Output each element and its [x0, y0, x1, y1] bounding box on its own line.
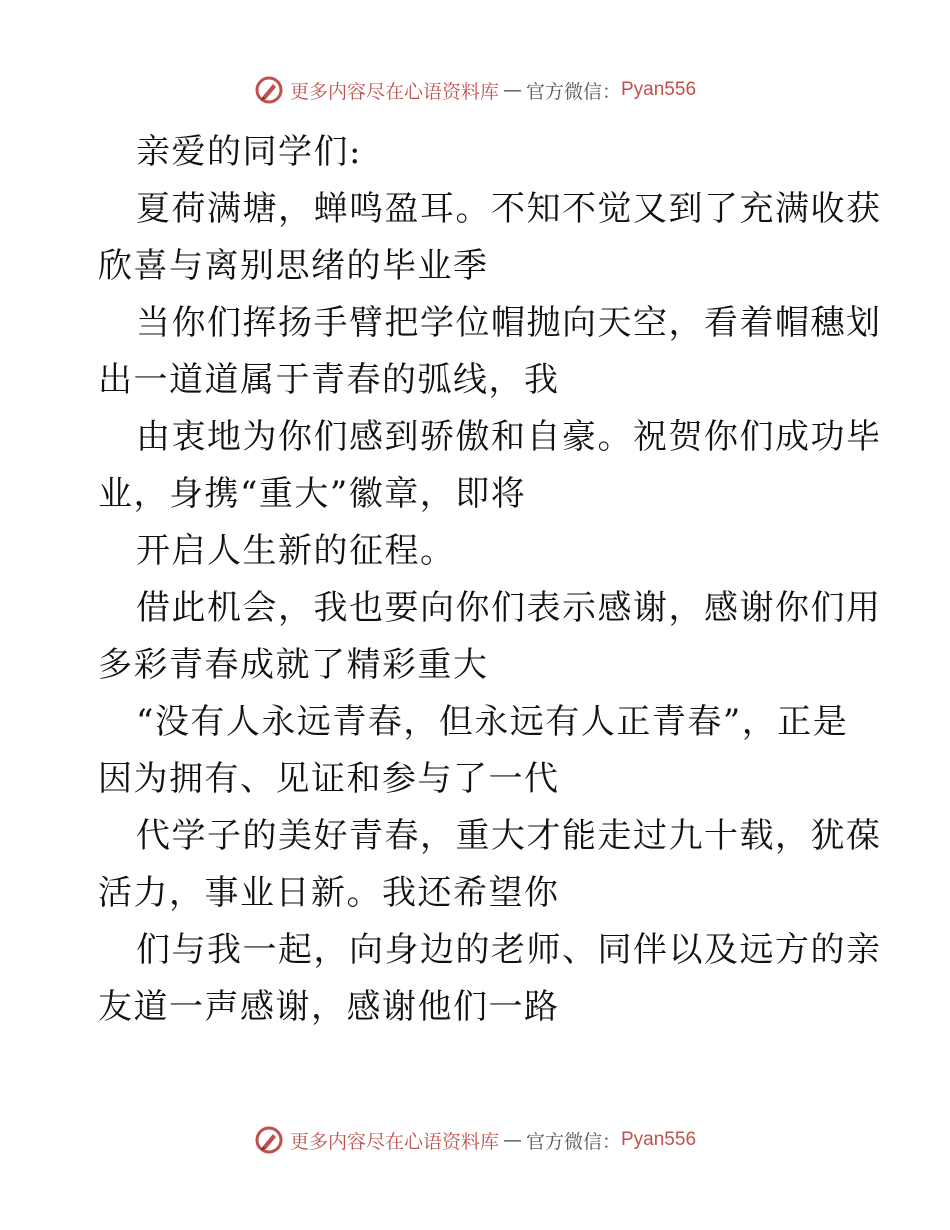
header-brand-text: 更多内容尽在心语资料库 — [289, 80, 499, 103]
doc-line: 由衷地为你们感到骄傲和自豪。祝贺你们成功毕 — [136, 417, 882, 457]
header-separator: — — [502, 79, 522, 101]
doc-line: 当你们挥扬手臂把学位帽抛向天空，看着帽穗划 — [136, 303, 882, 343]
doc-line: “没有人永远青春，但永远有人正青春”，正是 — [136, 702, 849, 742]
doc-line: 欣喜与离别思绪的毕业季 — [98, 246, 489, 286]
header-wechat-label: 官方微信： — [525, 80, 621, 103]
header-wechat-id: Pyan556 — [621, 79, 697, 100]
footer-brand-text: 更多内容尽在心语资料库 — [289, 1130, 499, 1153]
doc-line: 们与我一起，向身边的老师、同伴以及远方的亲 — [136, 930, 882, 970]
doc-line: 亲爱的同学们: — [136, 132, 362, 172]
doc-line: 多彩青春成就了精彩重大 — [98, 645, 489, 685]
doc-line: 借此机会，我也要向你们表示感谢，感谢你们用 — [136, 588, 882, 628]
footer-separator: — — [502, 1129, 522, 1151]
header-banner — [0, 70, 950, 110]
doc-line: 业，身携“重大”徽章，即将 — [98, 474, 527, 514]
pen-logo-icon — [254, 75, 284, 105]
doc-line: 活力，事业日新。我还希望你 — [98, 873, 560, 913]
document-body — [98, 124, 882, 1036]
doc-line: 开启人生新的征程。 — [136, 531, 456, 571]
doc-line: 友道一声感谢，感谢他们一路 — [98, 987, 560, 1027]
doc-line: 夏荷满塘，蝉鸣盈耳。不知不觉又到了充满收获 — [136, 189, 882, 229]
footer-wechat-id: Pyan556 — [621, 1129, 697, 1150]
pen-logo-icon — [254, 1125, 284, 1155]
doc-line: 出一道道属于青春的弧线，我 — [98, 360, 560, 400]
doc-line: 因为拥有、见证和参与了一代 — [98, 759, 560, 799]
doc-line: 代学子的美好青春，重大才能走过九十载，犹葆 — [136, 816, 882, 856]
footer-wechat-label: 官方微信： — [525, 1130, 621, 1153]
footer-banner — [0, 1120, 950, 1160]
